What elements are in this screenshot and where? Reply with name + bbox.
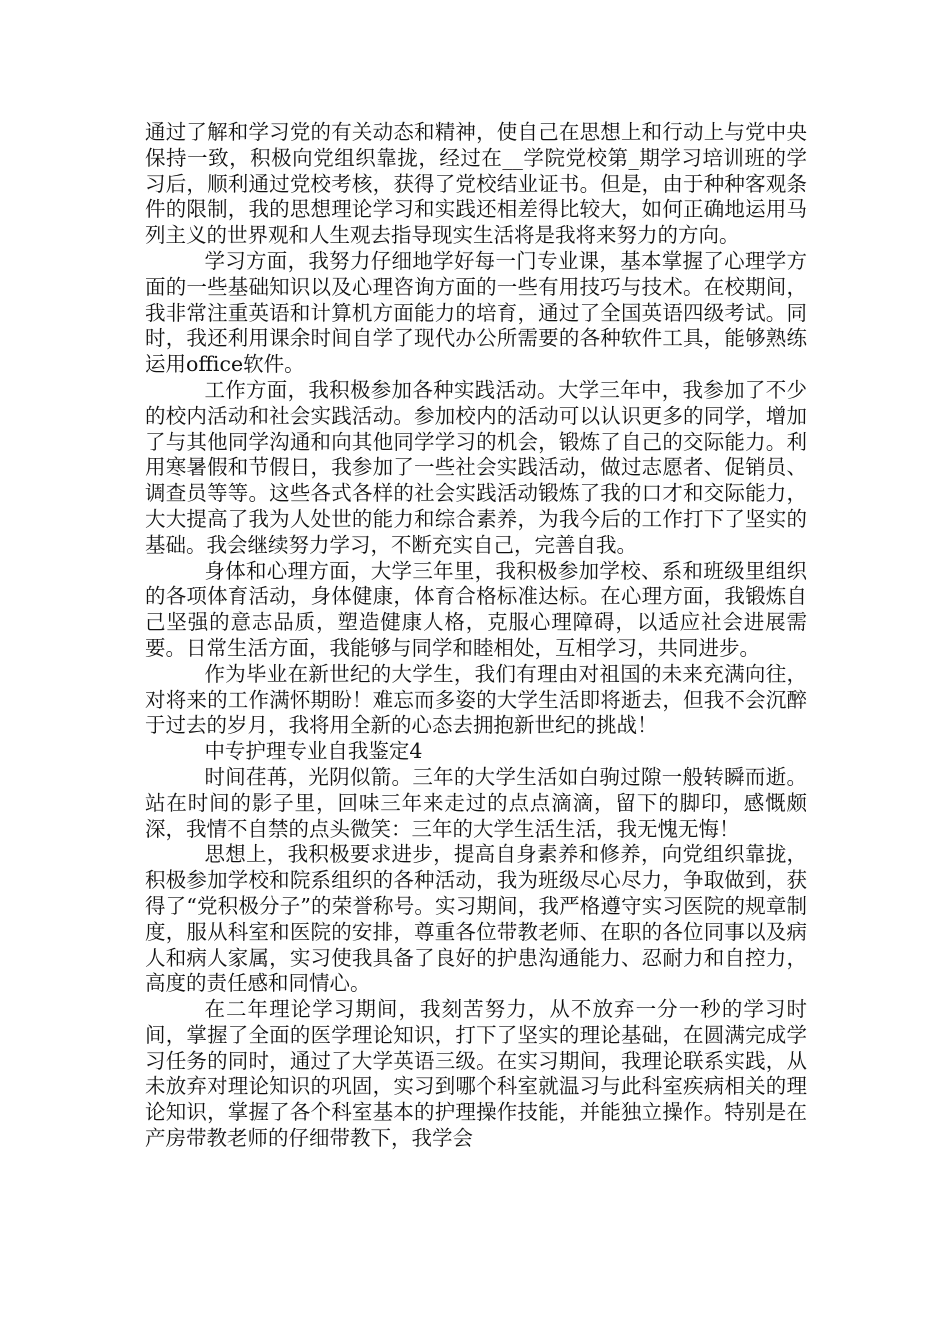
paragraph-time-flies: 时间荏苒，光阴似箭。三年的大学生活如白驹过隙一般转瞬而逝。站在时间的影子里，回味三年来走过的点点滴滴，留下的脚印，感慨颇深，我情不自禁的点头微笑：三年的大学生活生活，我无愧无悔！	[145, 764, 807, 841]
document-body	[145, 120, 807, 1152]
paragraph-study-aspect: 学习方面，我努力仔细地学好每一门专业课，基本掌握了心理学方面的一些基础知识以及心理咨询方面的一些有用技巧与技术。在校期间，我非常注重英语和计算机方面能力的培育，通过了全国英语四级考试。同时，我还利用课余时间自学了现代办公所需要的各种软件工具，能够熟练运用office软件。	[145, 248, 807, 377]
paragraph-theory-study: 在二年理论学习期间，我刻苦努力，从不放弃一分一秒的学习时间，掌握了全面的医学理论知识，打下了坚实的理论基础，在圆满完成学习任务的同时，通过了大学英语三级。在实习期间，我理论联系实践，从未放弃对理论知识的巩固，实习到哪个科室就温习与此科室疾病相关的理论知识，掌握了各个科室基本的护理操作技能，并能独立操作。特别是在产房带教老师的仔细带教下，我学会	[145, 997, 807, 1151]
paragraph-thought-aspect: 思想上，我积极要求进步，提高自身素养和修养，向党组织靠拢，积极参加学校和院系组织的各种活动，我为班级尽心尽力，争取做到，获得了“党积极分子”的荣誉称号。实习期间，我严格遵守实习医院的规章制度，服从科室和医院的安排，尊重各位带教老师、在职的各位同事以及病人和病人家属，实习使我具备了良好的护患沟通能力、忍耐力和自控力，高度的责任感和同情心。	[145, 842, 807, 996]
section-heading: 中专护理专业自我鉴定4	[204, 739, 423, 764]
paragraph-work-aspect: 工作方面，我积极参加各种实践活动。大学三年中，我参加了不少的校内活动和社会实践活动。参加校内的活动可以认识更多的同学，增加了与其他同学沟通和向其他同学学习的机会，锻炼了自己的交际能力。利用寒暑假和节假日，我参加了一些社会实践活动，做过志愿者、促销员、调查员等等。这些各式各样的社会实践活动锻炼了我的口才和交际能力，大大提高了我为人处世的能力和综合素养，为我今后的工作打下了坚实的基础。我会继续努力学习，不断充实自己，完善自我。	[145, 377, 807, 557]
paragraph-conclusion: 作为毕业在新世纪的大学生，我们有理由对祖国的未来充满向往，对将来的工作满怀期盼！难忘而多姿的大学生活即将逝去，但我不会沉醉于过去的岁月，我将用全新的心态去拥抱新世纪的挑战！	[145, 661, 807, 738]
paragraph-party-study: 通过了解和学习党的有关动态和精神，使自己在思想上和行动上与党中央保持一致，积极向党组织靠拢，经过在__学院党校第_期学习培训班的学习后，顺利通过党校考核，获得了党校结业证书。但是，由于种种客观条件的限制，我的思想理论学习和实践还相差得比较大，如何正确地运用马列主义的世界观和人生观去指导现实生活将是我将来努力的方向。	[145, 120, 807, 248]
paragraph-body-mind-aspect: 身体和心理方面，大学三年里，我积极参加学校、系和班级里组织的各项体育活动，身体健康，体育合格标准达标。在心理方面，我锻炼自己坚强的意志品质，塑造健康人格，克服心理障碍，以适应社会进展需要。日常生活方面，我能够与同学和睦相处，互相学习，共同进步。	[145, 558, 807, 660]
